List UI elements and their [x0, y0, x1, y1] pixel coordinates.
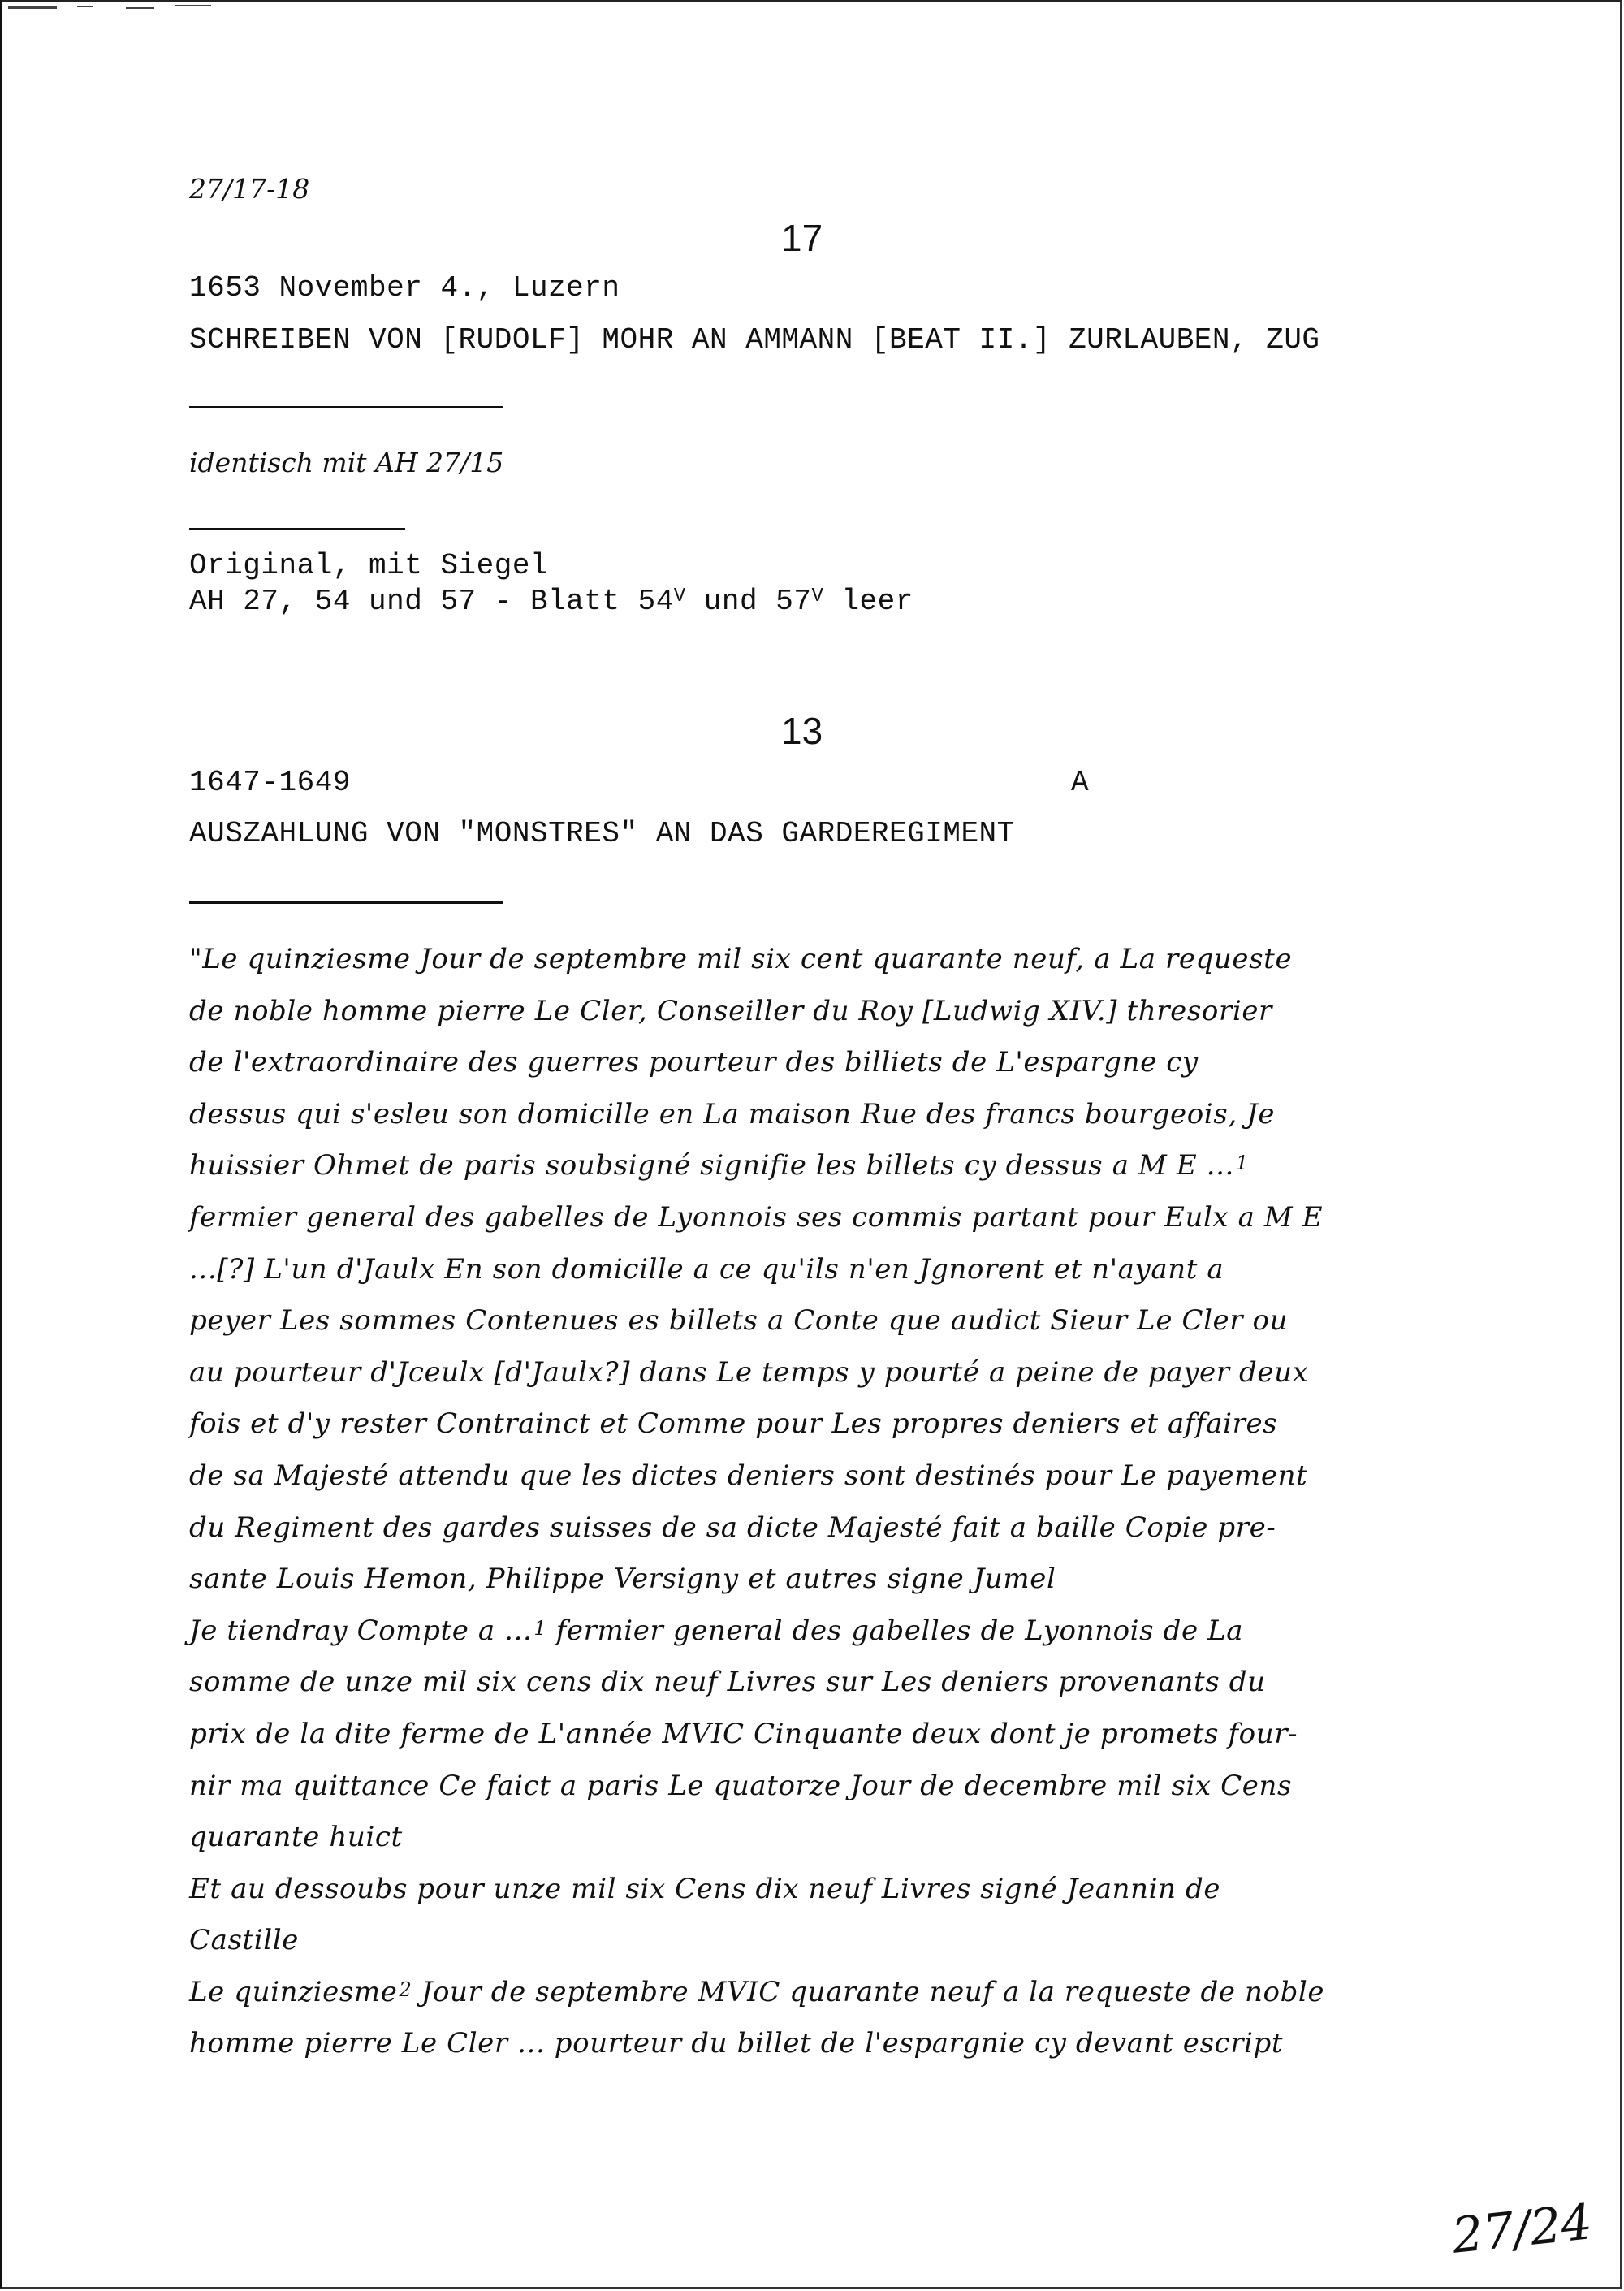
transcription-line — [189, 2018, 1456, 2070]
transcription-line — [189, 1554, 1456, 1606]
divider — [189, 406, 503, 408]
transcription-line — [189, 986, 1456, 1038]
doc-reference: 27/17-18 — [189, 173, 310, 205]
scan-mark — [126, 7, 154, 9]
line-text: de l'extraordinaire des guerres pourteur des billiets de L'espargne cy — [189, 1046, 1199, 1079]
doc13-date: 1647-1649 — [189, 766, 351, 799]
transcription-line — [189, 1606, 1456, 1658]
scan-mark — [77, 6, 93, 7]
transcription-line — [189, 1450, 1456, 1502]
line-text: homme pierre Le Cler ... pourteur du billet de l'espargnie cy devant escript — [189, 2027, 1284, 2060]
line-text: prix de la dite ferme de L'année MVIC Cinquante deux dont je promets four- — [189, 1717, 1298, 1750]
transcription-body — [189, 934, 1456, 2070]
line-text: peyer Les sommes Contenues es billets a Conte que audict Sieur Le Cler ou — [189, 1304, 1289, 1338]
line-text: de sa Majesté attendu que les dictes deniers sont destinés pour Le payement — [189, 1459, 1308, 1492]
doc17-date-place: 1653 November 4., Luzern — [189, 271, 620, 305]
line-text: fermier general des gabelles de Lyonnois de La — [546, 1614, 1244, 1647]
verso-sup: V — [811, 586, 824, 607]
divider — [189, 901, 503, 904]
line-text: Et au dessoubs pour unze mil six Cens dix neuf Livres signé Jeannin de — [189, 1872, 1221, 1905]
scan-mark — [175, 5, 211, 6]
transcription-line — [189, 1037, 1456, 1089]
document-number-17: 17 — [781, 217, 823, 259]
document-number-13: 13 — [781, 710, 823, 752]
line-text: quarante huict — [189, 1821, 403, 1854]
line-text: fois et d'y rester Contrainct et Comme pour Les propres deniers et affaires — [189, 1407, 1278, 1441]
line-text: Je tiendray Compte a ... — [189, 1614, 533, 1647]
doc13-heading: AUSZAHLUNG VON "MONSTRES" AN DAS GARDEREGIMENT — [189, 817, 1015, 850]
transcription-line — [189, 1244, 1456, 1296]
transcription-line — [189, 1398, 1456, 1450]
handwritten-page-number: 27/24 — [1449, 2194, 1596, 2265]
verso-sup: V — [673, 586, 686, 607]
transcription-line — [189, 1657, 1456, 1709]
line-text: Castille — [189, 1924, 299, 1957]
scan-mark — [8, 6, 57, 9]
doc17-source-line1: Original, mit Siegel — [189, 549, 549, 582]
line-text: sante Louis Hemon, Philippe Versigny et autres signe Jumel — [189, 1563, 1056, 1596]
doc17-source-line2 — [189, 585, 914, 618]
transcription-line — [189, 1709, 1456, 1761]
transcription-line — [189, 1864, 1456, 1916]
source-text: leer — [823, 585, 914, 618]
transcription-line — [189, 1192, 1456, 1244]
doc17-heading: SCHREIBEN VON [RUDOLF] MOHR AN AMMANN [BEAT II.] ZURLAUBEN, ZUG — [189, 323, 1320, 357]
transcription-line — [189, 1915, 1456, 1967]
footnote-marker: 1 — [533, 1616, 547, 1640]
line-text: nir ma quittance Ce faict a paris Le quatorze Jour de decembre mil six Cens — [189, 1769, 1293, 1802]
footnote-marker: 1 — [1235, 1152, 1249, 1175]
transcription-line — [189, 1502, 1456, 1554]
transcription-line — [189, 934, 1456, 986]
line-text: Jour de septembre MVIC quarante neuf a la requeste de noble — [412, 1975, 1325, 2008]
transcription-line — [189, 1761, 1456, 1813]
transcription-line — [189, 1967, 1456, 2019]
source-text: AH 27, 54 und 57 - Blatt 54 — [189, 585, 674, 618]
transcription-line — [189, 1347, 1456, 1399]
transcription-line — [189, 1812, 1456, 1864]
divider — [189, 528, 405, 530]
line-text: huissier Ohmet de paris soubsigné signifie les billets cy dessus a M E ... — [189, 1149, 1234, 1182]
line-text: fermier general des gabelles de Lyonnois ses commis partant pour Eulx a M E — [189, 1200, 1324, 1234]
doc17-note: identisch mit AH 27/15 — [189, 447, 504, 478]
transcription-line — [189, 1140, 1456, 1192]
line-text: au pourteur d'Jceulx [d'Jaulx?] dans Le temps y pourté a peine de payer deux — [189, 1355, 1309, 1389]
line-text: Le quinziesme — [189, 1975, 398, 2008]
line-text: de noble homme pierre Le Cler, Conseiller du Roy [Ludwig XIV.] thresorier — [189, 994, 1272, 1027]
line-text: ...[?] L'un d'Jaulx En son domicille a ce qu'ils n'en Jgnorent et n'ayant a — [189, 1252, 1224, 1286]
line-text: du Regiment des gardes suisses de sa dicte Majesté fait a baille Copie pre- — [189, 1511, 1276, 1544]
line-text: "Le quinziesme Jour de septembre mil six cent quarante neuf, a La requeste — [189, 943, 1293, 975]
transcription-line — [189, 1295, 1456, 1347]
line-text: somme de unze mil six cens dix neuf Livres sur Les deniers provenants du — [189, 1666, 1266, 1699]
footnote-marker: 2 — [399, 1978, 412, 2001]
line-text: dessus qui s'esleu son domicille en La maison Rue des francs bourgeois, Je — [189, 1097, 1276, 1130]
doc13-marker: A — [1071, 766, 1090, 799]
source-text: und 57 — [685, 585, 812, 618]
transcription-line — [189, 1089, 1456, 1141]
